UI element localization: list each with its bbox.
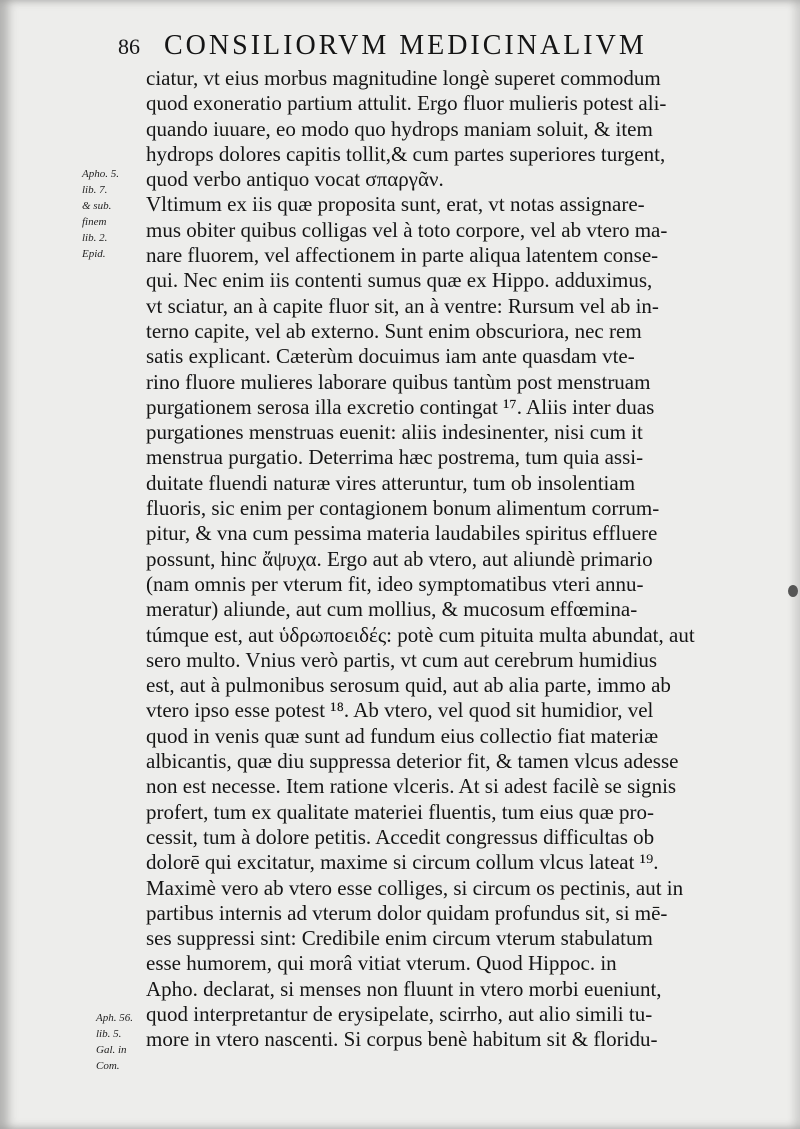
text-line: hydrops dolores capitis tollit,& cum partes superiores turgent, (146, 141, 666, 166)
text-line: satis explicant. Cæterùm docuimus iam ante quasdam vte- (146, 344, 635, 369)
text-line: albicantis, quæ diu suppressa deterior fit, & tamen vlcus adesse (146, 749, 679, 774)
text-line: vtero ipso esse potest ¹⁸. Ab vtero, vel quod sit humidior, vel (146, 698, 654, 723)
text-line: Apho. declarat, si menses non fluunt in vtero morbi eueniunt, (146, 976, 662, 1001)
text-line: fluoris, sic enim per contagionem bonum alimentum corrum- (146, 496, 660, 521)
text-line: quando iuuare, eo modo quo hydrops maniam soluit, & item (146, 116, 653, 141)
margin-note-line: Com. (96, 1060, 120, 1072)
page-number: 86 (118, 34, 140, 59)
text-line: menstrua purgatio. Deterrima hæc postrema, tum quia assi- (146, 445, 644, 470)
text-line: terno capite, vel ab externo. Sunt enim obscuriora, nec rem (146, 318, 642, 343)
text-line: possunt, hinc ἄψυχα. Ergo aut ab vtero, aut aliundè primario (146, 546, 653, 571)
body-text (146, 66, 771, 1053)
running-header (118, 30, 730, 62)
text-line: est, aut à pulmonibus serosum quid, aut ab alia parte, immo ab (146, 673, 671, 698)
text-line: quod in venis quæ sunt ad fundum eius collectio fiat materiæ (146, 723, 659, 748)
text-line: ciatur, vt eius morbus magnitudine longè superet commodum (146, 66, 661, 90)
text-line: túmque est, aut ὑδρωποειδές: potè cum pituita multa abundat, aut (146, 622, 695, 647)
text-line: dolorē qui excitatur, maxime si circum collum vlcus lateat ¹⁹. (146, 850, 659, 875)
text-line: qui. Nec enim iis contenti sumus quæ ex Hippo. adduximus, (146, 268, 653, 293)
margin-note-line: Gal. in (96, 1044, 127, 1056)
text-line: cessit, tum à dolore petitis. Accedit congressus difficultas ob (146, 824, 655, 849)
text-line: (nam omnis per vterum fit, ideo symptomatibus vteri annu- (146, 571, 644, 596)
text-line: partibus internis ad vterum dolor quidam profundus sit, si mē- (146, 900, 668, 925)
text-line: pitur, & vna cum pessima materia laudabiles spiritus effluere (146, 521, 658, 546)
margin-note-line: lib. 2. (82, 232, 108, 244)
text-line: meratur) aliunde, aut cum mollius, & mucosum effœmina- (146, 597, 638, 622)
text-line: sero multo. Vnius verò partis, vt cum aut cerebrum humidius (146, 647, 658, 672)
margin-note-line: & sub. (82, 200, 112, 212)
text-line: Maximè vero ab vtero esse colliges, si circum os pectinis, aut in (146, 875, 684, 900)
margin-note-line: lib. 7. (82, 184, 108, 196)
text-line: duitate fluendi naturæ vires atteruntur, tum ob insolentiam (146, 470, 636, 495)
margin-note-line: finem (82, 216, 107, 228)
margin-note-line: lib. 5. (96, 1028, 122, 1040)
text-line: vt sciatur, an à capite fluor sit, an à ventre: Rursum vel ab in- (146, 293, 659, 318)
text-line: Vltimum ex iis quæ proposita sunt, erat, vt notas assignare- (146, 192, 645, 217)
text-line: mus obiter quibus colligas vel à toto corpore, vel ab vtero ma- (146, 217, 668, 242)
text-line: quod interpretantur de erysipelate, scirrho, aut alio simili tu- (146, 1001, 653, 1026)
text-line: more in vtero nascenti. Si corpus benè habitum sit & floridu- (146, 1027, 658, 1052)
page-edge-mark (788, 585, 798, 597)
text-line: quod verbo antiquo vocat σπαργᾶν. (146, 167, 444, 192)
text-line: profert, tum ex qualitate materiei fluentis, tum eius quæ pro- (146, 799, 654, 824)
text-line: quod exoneratio partium attulit. Ergo fluor mulieris potest ali- (146, 91, 667, 116)
text-line: esse humorem, qui morâ vitiat vterum. Quod Hippoc. in (146, 951, 617, 976)
text-line: purgationem serosa illa excretio contingat ¹⁷. Aliis inter duas (146, 394, 655, 419)
margin-note-top (82, 166, 140, 262)
text-line: purgationes menstruas euenit: aliis indesinenter, nisi cum it (146, 420, 643, 445)
text-line: non est necesse. Item ratione vlceris. At si adest facilè se signis (146, 774, 677, 799)
text-line: nare fluorem, vel affectionem in parte aliqua latentem conse- (146, 243, 659, 268)
margin-note-line: Epid. (82, 248, 106, 260)
running-title: CONSILIORVM MEDICINALIVM (164, 30, 647, 61)
text-line: rino fluore mulieres laborare quibus tantùm post menstruam (146, 369, 651, 394)
text-line: ses suppressi sint: Credibile enim circum vterum stabulatum (146, 926, 653, 951)
margin-note-line: Aph. 56. (96, 1012, 133, 1024)
margin-note-line: Apho. 5. (82, 168, 119, 180)
